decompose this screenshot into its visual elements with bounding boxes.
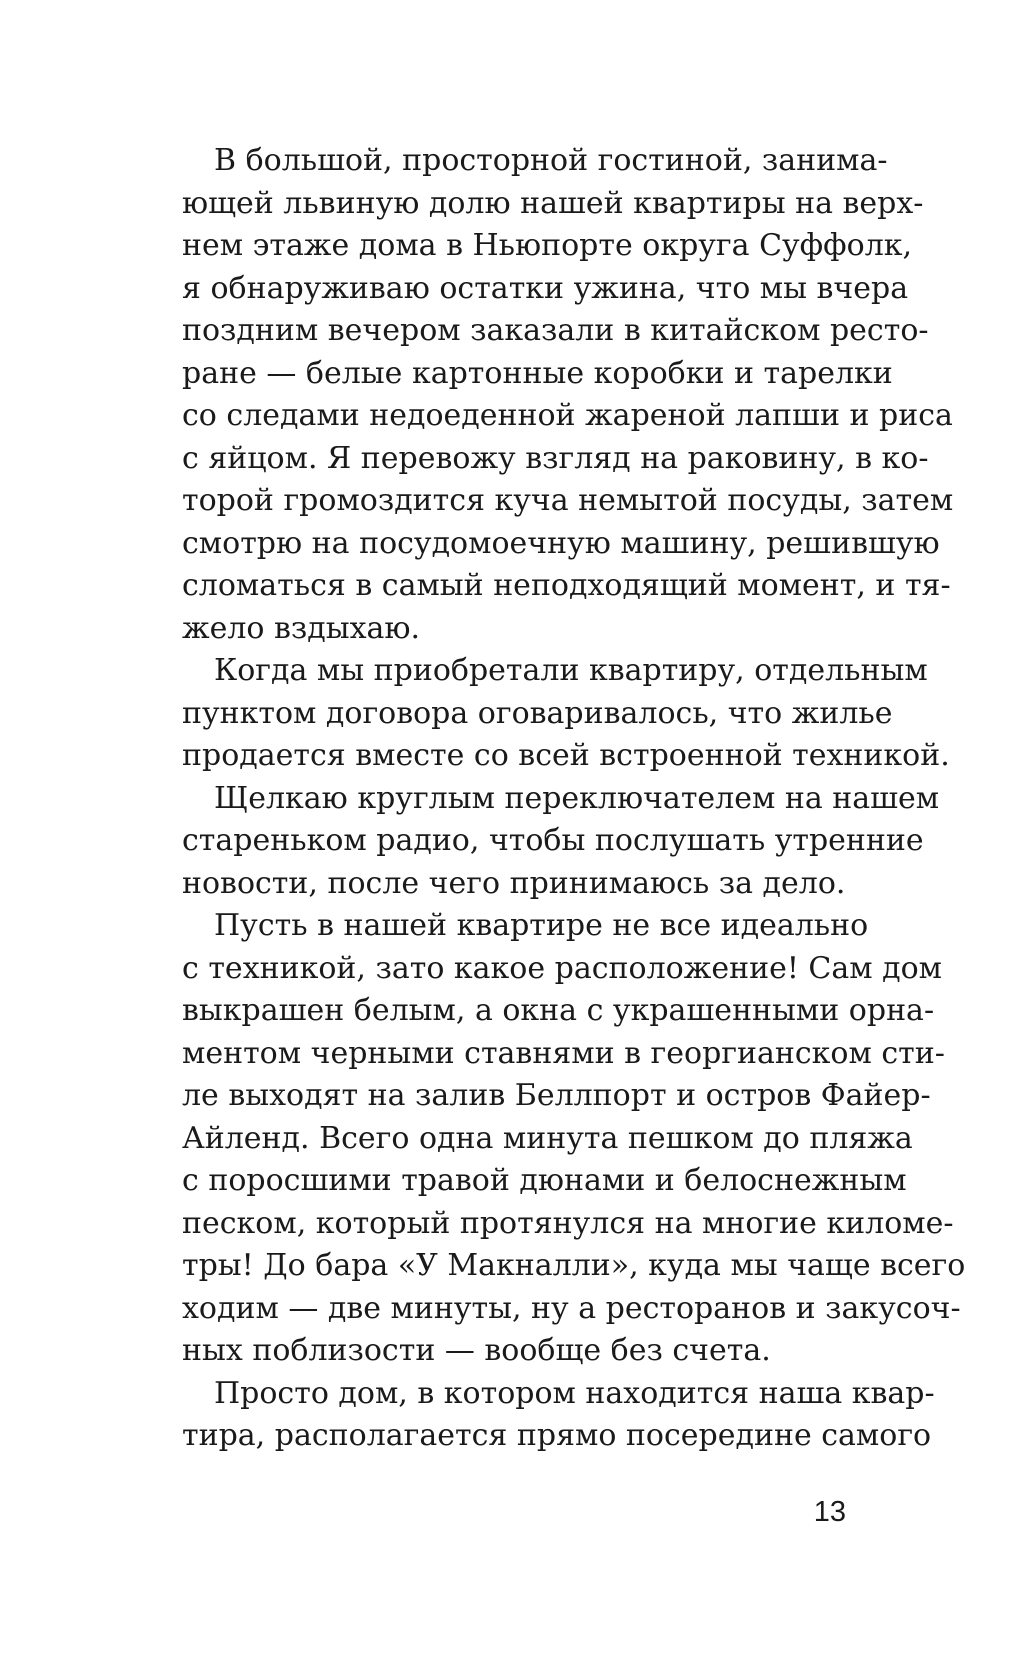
text-line: В большой, просторной гостиной, занима- xyxy=(214,143,888,178)
text-line: Айленд. Всего одна минута пешком до пляжа xyxy=(182,1120,913,1156)
text-line: Когда мы приобретали квартиру, отдельным xyxy=(214,653,928,688)
text-line: торой громоздится куча немытой посуды, затем xyxy=(182,483,954,518)
text-line: тира, располагается прямо посередине самого xyxy=(182,1418,932,1453)
paragraph xyxy=(182,778,940,906)
text-line: ране — белые картонные коробки и тарелки xyxy=(182,355,893,391)
text-line: со следами недоеденной жареной лапши и риса xyxy=(182,398,953,433)
text-line: смотрю на посудомоечную машину, решившую xyxy=(182,525,940,561)
text-line: Просто дом, в котором находится наша квар- xyxy=(214,1375,935,1411)
text-line: сломаться в самый неподходящий момент, и тя- xyxy=(182,568,951,603)
text-line: с техникой, зато какое расположение! Сам дом xyxy=(182,950,942,986)
text-line: тры! До бара «У Макналли», куда мы чаще всего xyxy=(182,1248,966,1283)
text-line: я обнаруживаю остатки ужина, что мы вчера xyxy=(182,270,909,306)
text-line: ле выходят на залив Беллпорт и остров Файер- xyxy=(182,1078,931,1113)
text-line: жело вздыхаю. xyxy=(182,610,421,646)
text-line: ментом черными ставнями в георгианском сти- xyxy=(182,1035,945,1071)
text-line: с поросшими травой дюнами и белоснежным xyxy=(182,1163,907,1198)
text-line: выкрашен белым, а окна с украшенными орна- xyxy=(182,993,935,1028)
text-line: с яйцом. Я перевожу взгляд на раковину, в ко- xyxy=(182,440,929,476)
body-text xyxy=(182,140,966,1458)
text-line: ющей львиную долю нашей квартиры на верх- xyxy=(182,185,924,221)
text-line: Щелкаю круглым переключателем на нашем xyxy=(214,780,940,816)
text-line: Пусть в нашей квартире не все идеально xyxy=(214,908,869,943)
paragraph xyxy=(182,905,966,1373)
text-line: новости, после чего принимаюсь за дело. xyxy=(182,865,846,901)
text-line: нем этаже дома в Ньюпорте округа Суффолк, xyxy=(182,228,913,263)
text-line: поздним вечером заказали в китайском ресто- xyxy=(182,313,929,348)
page-number: 13 xyxy=(813,1496,846,1528)
text-line: ходим — две минуты, ну а ресторанов и закусоч- xyxy=(182,1290,961,1326)
text-line: стареньком радио, чтобы послушать утренние xyxy=(182,823,924,858)
paragraph xyxy=(182,1373,935,1458)
text-line: ных поблизости — вообще без счета. xyxy=(182,1333,771,1368)
text-line: продается вместе со всей встроенной техникой. xyxy=(182,738,950,773)
paragraph xyxy=(182,650,950,778)
text-line: песком, который протянулся на многие киломе- xyxy=(182,1205,954,1241)
text-line: пунктом договора оговаривалось, что жилье xyxy=(182,695,893,731)
paragraph xyxy=(182,140,954,650)
